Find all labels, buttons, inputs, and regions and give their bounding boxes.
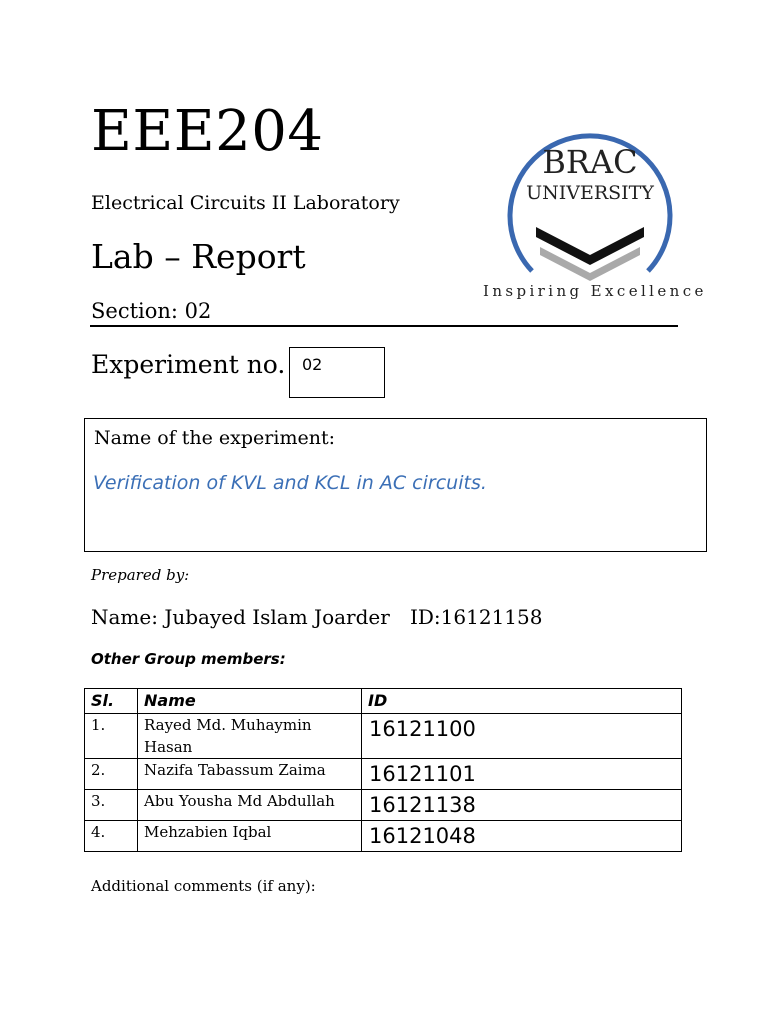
- report-title: Lab – Report: [91, 237, 306, 276]
- column-header-sl: Sl.: [85, 689, 138, 714]
- table-header-row: [85, 689, 682, 714]
- column-header-name: Name: [138, 689, 362, 714]
- brac-university-logo: [470, 95, 710, 305]
- member-name: Abu Yousha Md Abdullah: [138, 790, 362, 821]
- group-members-heading: Other Group members:: [91, 650, 286, 668]
- experiment-title-text: Verification of KVL and KCL in AC circuits: [93, 472, 481, 494]
- member-id: 16121138: [362, 790, 682, 821]
- member-sl: 1.: [85, 714, 138, 759]
- preparer-name: Name: Jubayed Islam Joarder: [91, 605, 390, 629]
- experiment-title: Verification of KVL and KCL in AC circuits.: [93, 472, 487, 494]
- additional-comments-label: Additional comments (if any):: [91, 877, 316, 895]
- preparer-id: ID:16121158: [410, 605, 543, 629]
- logo-tagline: Inspiring Excellence: [483, 282, 707, 300]
- member-id: 16121048: [362, 821, 682, 852]
- experiment-label: Experiment no.: [91, 350, 286, 379]
- group-members-table: [84, 688, 682, 852]
- member-sl: 2.: [85, 759, 138, 790]
- member-name: Mehzabien Iqbal: [138, 821, 362, 852]
- column-header-id: ID: [362, 689, 682, 714]
- prepared-by-label: Prepared by:: [91, 566, 190, 584]
- table-row: [85, 790, 682, 821]
- table-row: [85, 821, 682, 852]
- experiment-number: 02: [302, 355, 323, 374]
- logo-text-brac: BRAC: [542, 143, 638, 181]
- member-id: 16121101: [362, 759, 682, 790]
- member-name: Nazifa Tabassum Zaima: [138, 759, 362, 790]
- member-id: 16121100: [362, 714, 682, 759]
- table-row: [85, 714, 682, 759]
- section-label: Section: 02: [91, 299, 212, 323]
- course-code: EEE204: [91, 99, 324, 164]
- table-row: [85, 759, 682, 790]
- member-sl: 3.: [85, 790, 138, 821]
- member-sl: 4.: [85, 821, 138, 852]
- experiment-name-heading: Name of the experiment:: [94, 427, 335, 449]
- member-name: Rayed Md. Muhaymin Hasan: [138, 714, 362, 759]
- header-divider: [90, 325, 678, 327]
- logo-text-university: UNIVERSITY: [526, 182, 654, 204]
- course-name: Electrical Circuits II Laboratory: [91, 192, 400, 214]
